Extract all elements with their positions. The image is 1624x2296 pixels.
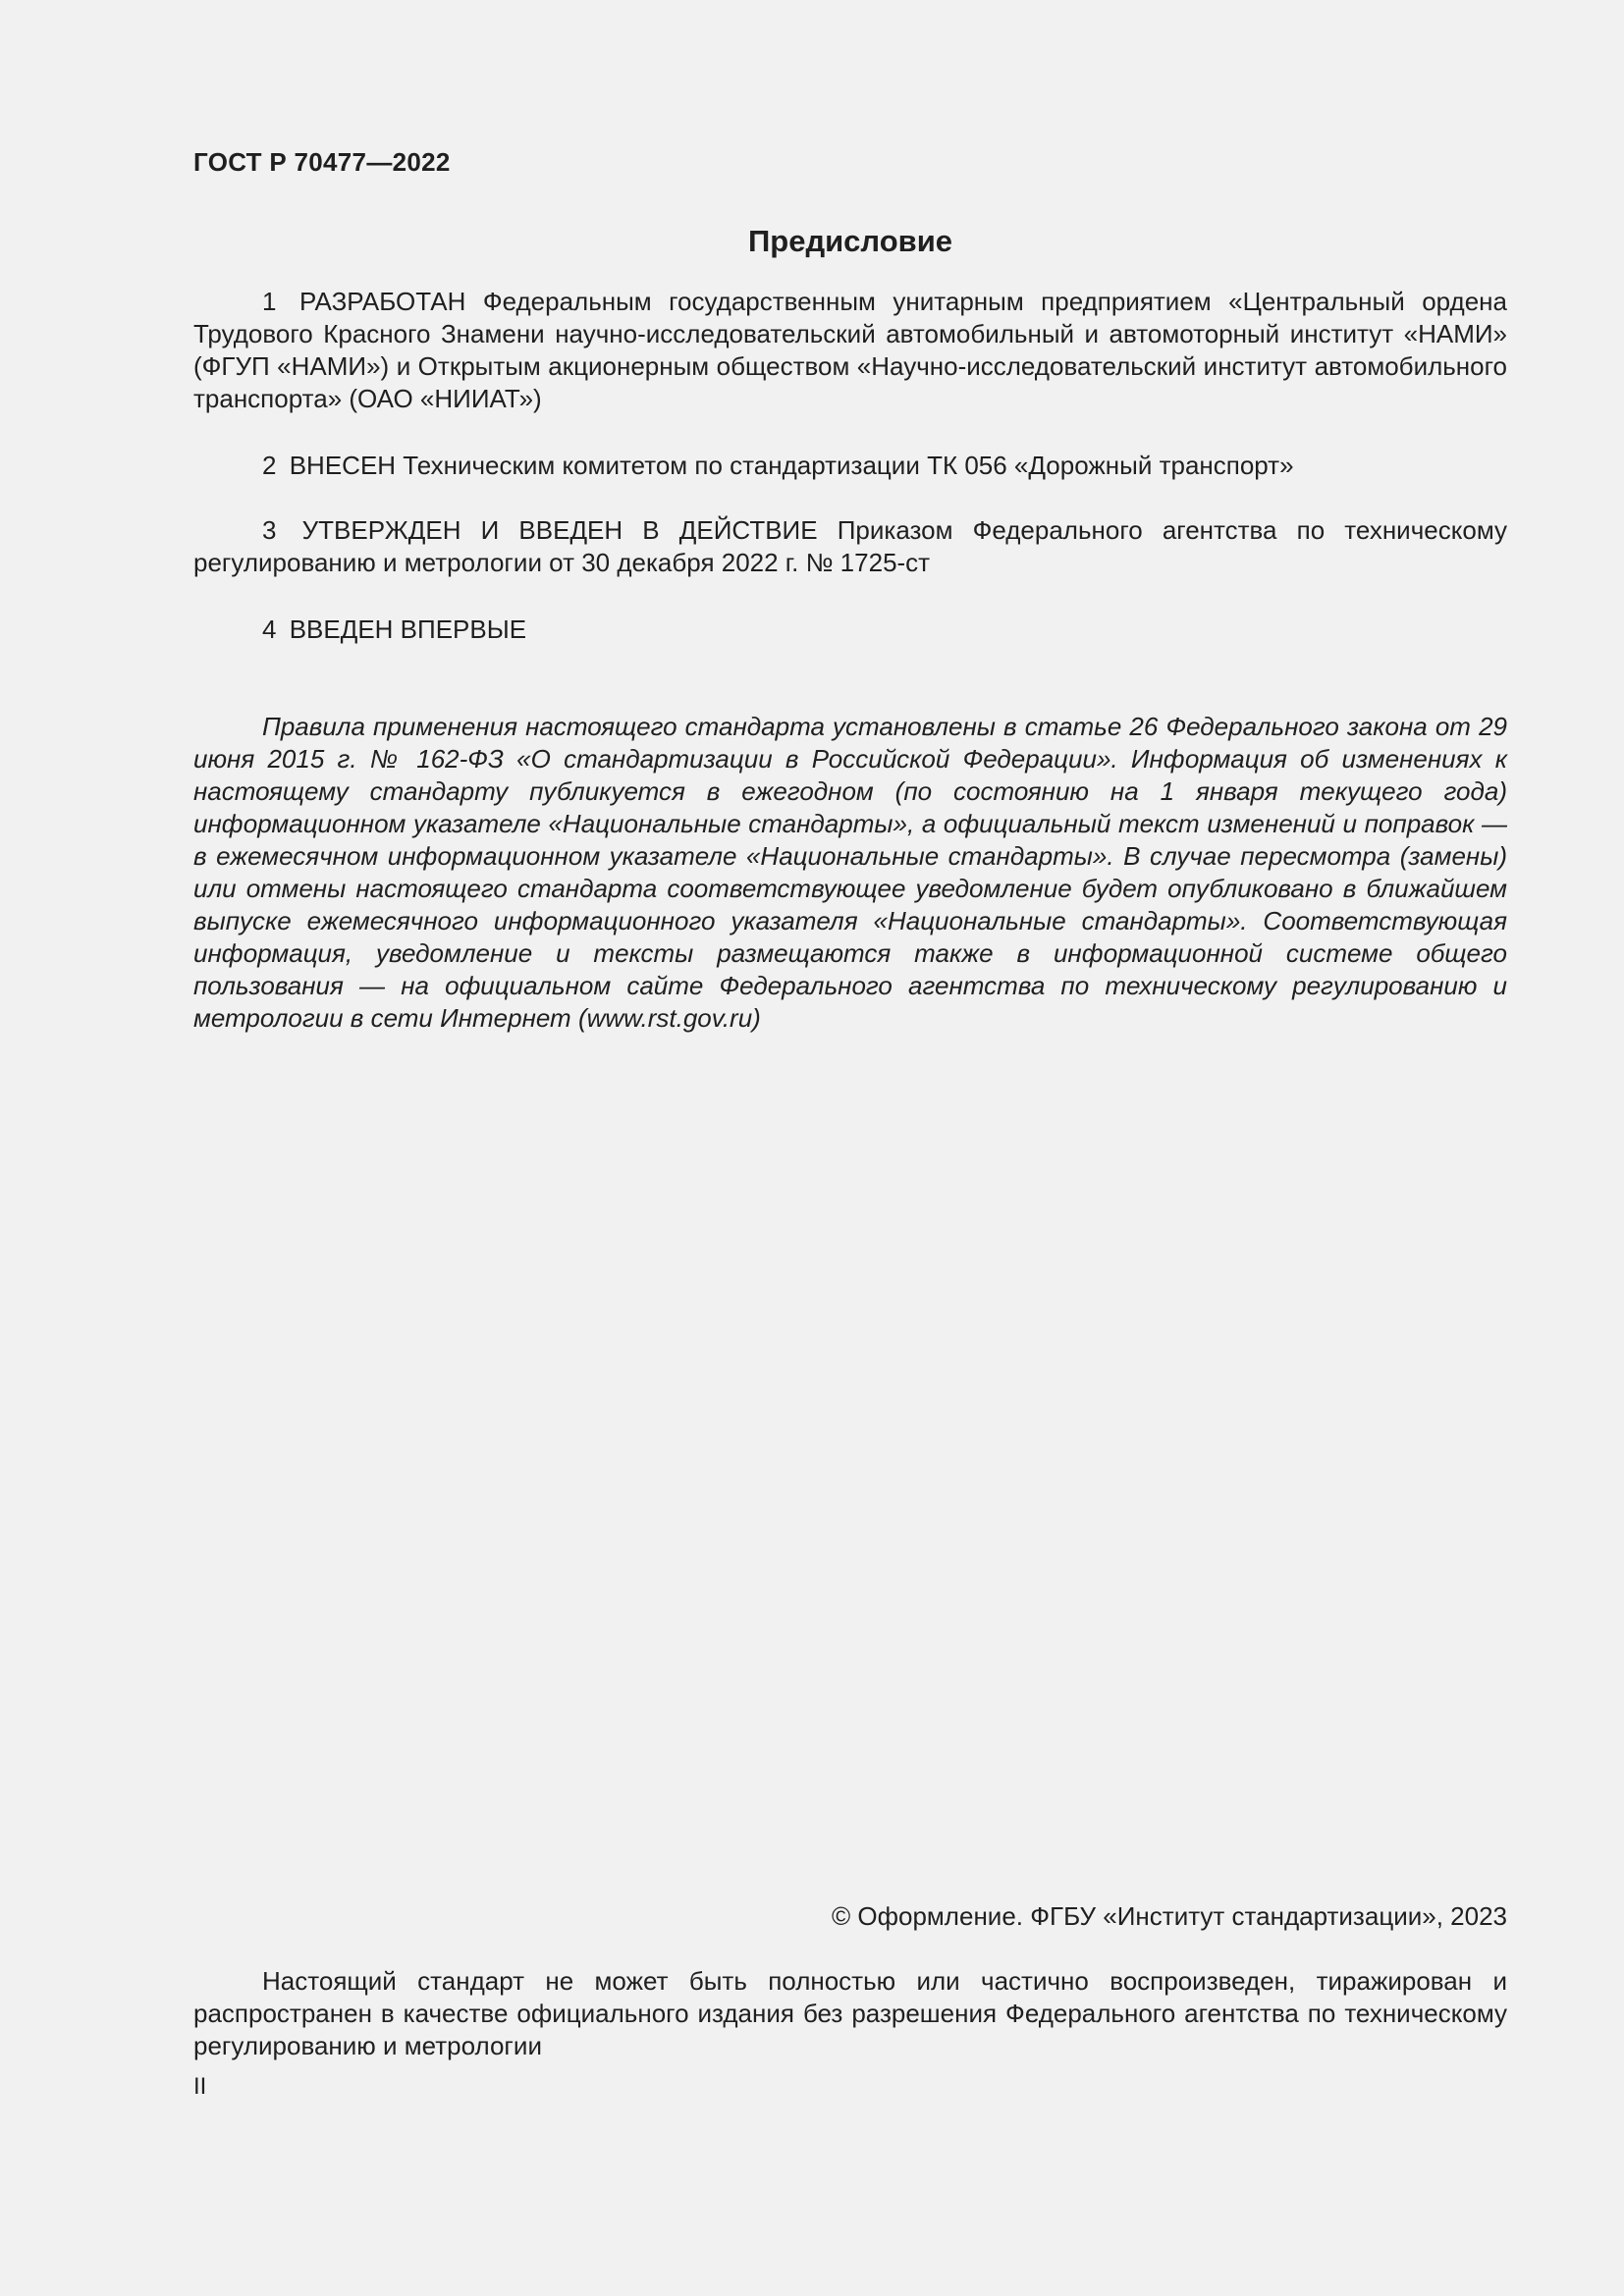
document-code: ГОСТ Р 70477—2022 — [193, 147, 451, 177]
preface-item-number: 4 — [262, 614, 277, 644]
reproduction-notice: Настоящий стандарт не может быть полностью или частично воспроизведен, тиражирован и распространен в качестве официального издания без разрешения Федерального агентства по техническому регулированию и метрологии — [193, 1966, 1507, 2060]
preface-item-2 — [193, 450, 1507, 482]
page-title: Предисловие — [747, 224, 952, 258]
preface-item-text: ВНЕСЕН Техническим комитетом по стандартизации ТК 056 «Дорожный транспорт» — [289, 451, 1294, 480]
copyright-notice: © Оформление. ФГБУ «Институт стандартизации», 2023 — [832, 1901, 1507, 1931]
preface-item-1 — [193, 286, 1507, 415]
preface-item-3 — [193, 514, 1507, 579]
preface-item-4 — [193, 614, 1507, 646]
preface-item-number: 2 — [262, 451, 277, 480]
preface-item-number: 1 — [262, 287, 277, 316]
preface-item-number: 3 — [262, 515, 277, 545]
preface-item-text: УТВЕРЖДЕН И ВВЕДЕН В ДЕЙСТВИЕ Приказом Федерального агентства по техническому регулированию и метрологии от 30 декабря 2022 г. № 1725-ст — [193, 515, 1507, 577]
application-rules-paragraph: Правила применения настоящего стандарта установлены в статье 26 Федерального закона от 29 июня 2015 г. № 162-ФЗ «О стандартизации в Российской Федерации». Информация об изменениях к настоящему стандарту публикуется в ежегодном (по состоянию на 1 января текущего года) информационном указателе «Национальные стандарты», а официальный текст изменений и поправок — в ежемесячном информационном указателе «Национальные стандарты». В случае пересмотра (замены) или отмены настоящего стандарта соответствующее уведомление будет опубликовано в ближайшем выпуске ежемесячного информационного указателя «Национальные стандарты». Соответствующая информация, уведомление и тексты размещаются также в информационной системе общего пользования — на официальном сайте Федерального агентства по техническому регулированию и метрологии в сети Интернет (www.rst.gov.ru) — [193, 712, 1507, 1033]
preface-item-text: РАЗРАБОТАН Федеральным государственным унитарным предприятием «Центральный ордена Трудового Красного Знамени научно-исследовательский автомобильный и автомоторный институт «НАМИ» (ФГУП «НАМИ») и Открытым акционерным обществом «Научно-исследовательский институт автомобильного транспорта» (ОАО «НИИАТ») — [193, 287, 1507, 413]
preface-item-text: ВВЕДЕН ВПЕРВЫЕ — [289, 614, 527, 644]
page-number: II — [193, 2073, 207, 2100]
